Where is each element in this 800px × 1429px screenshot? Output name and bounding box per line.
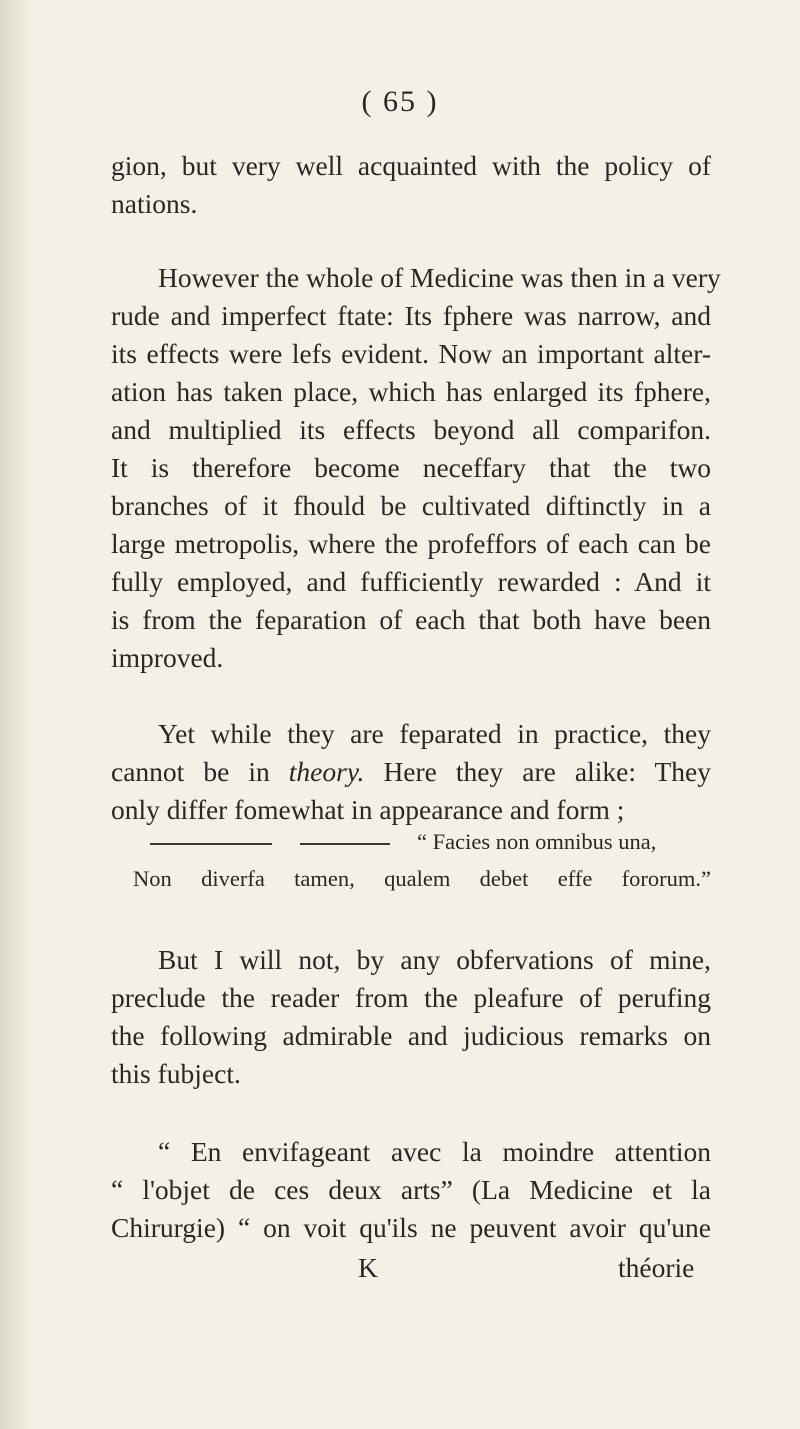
text-line: But I will not, by any obfervations of mine,: [158, 944, 711, 975]
text-line: is from the feparation of each that both have been: [111, 604, 711, 635]
quotation-dashes: [150, 843, 400, 847]
dash-rule: [300, 843, 390, 845]
text-line: nations.: [111, 188, 198, 219]
verse-line: Non diverfa tamen, qualem debet effe fororum.”: [133, 866, 711, 891]
text-line: rude and imperfect ftate: Its fphere was narrow, and: [111, 300, 711, 331]
text-line: [111, 758, 711, 786]
text-line: fully employed, and fufficiently rewarded : And it: [111, 566, 711, 597]
italic-word: theory.: [288, 756, 365, 787]
text-line: its effects were lefs evident. Now an important alter-: [111, 338, 711, 369]
text-line: Yet while they are feparated in practice, they: [158, 718, 711, 749]
text-line: “ l'objet de ces deux arts” (La Medicine et la: [111, 1174, 711, 1205]
text-line: However the whole of Medicine was then in a very: [158, 262, 721, 293]
verse-line: “ Facies non omnibus una,: [417, 829, 657, 854]
text-segment: cannot be in: [111, 756, 270, 787]
text-line: and multiplied its effects beyond all comparifon.: [111, 414, 711, 445]
text-line: branches of it fhould be cultivated diftinctly in a: [111, 490, 711, 521]
text-line: only differ fomewhat in appearance and form ;: [111, 794, 625, 825]
page-gutter-shadow: [0, 0, 34, 1429]
text-line: preclude the reader from the pleafure of perufing: [111, 982, 711, 1013]
text-line: “ En envifageant avec la moindre attention: [158, 1136, 711, 1167]
text-line: Chirurgie) “ on voit qu'ils ne peuvent avoir qu'une: [111, 1212, 711, 1243]
text-line: ation has taken place, which has enlarged its fphere,: [111, 376, 711, 407]
text-line: large metropolis, where the profeffors of each can be: [111, 528, 711, 559]
text-line: this fubject.: [111, 1058, 241, 1089]
text-line: It is therefore become neceffary that the two: [111, 452, 711, 483]
text-line: gion, but very well acquainted with the policy of: [111, 150, 711, 181]
dash-rule: [150, 843, 272, 845]
text-segment: Here they are alike: They: [383, 756, 712, 787]
catchword: théorie: [618, 1252, 695, 1283]
signature-mark: K: [358, 1252, 378, 1283]
text-line: improved.: [111, 642, 224, 673]
text-line: the following admirable and judicious remarks on: [111, 1020, 711, 1051]
page-number-header: ( 65 ): [361, 85, 439, 118]
